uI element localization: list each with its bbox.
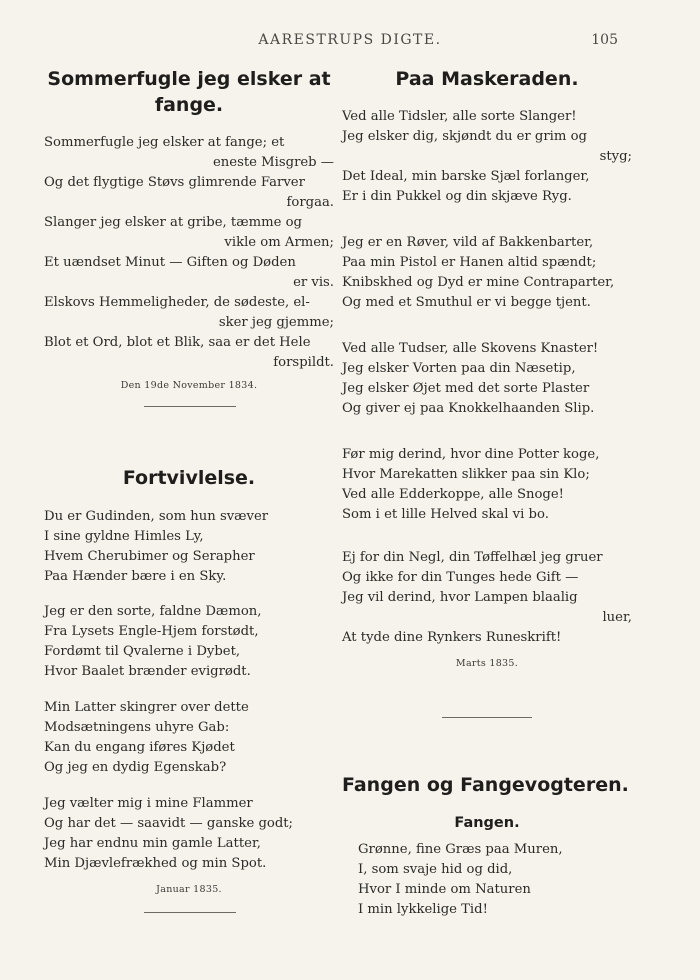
verse-line: Hvor I minde om Naturen [358,882,531,897]
verse-line: Og har det — saavidt — ganske godt; [44,816,294,831]
verse-line: I, som svaje hid og did, [358,862,513,877]
divider [144,406,236,407]
verse-line: Jeg vil derind, hvor Lampen blaalig [342,590,578,605]
verse-line: Jeg elsker Vorten paa din Næsetip, [342,361,576,376]
verse-line: forgaa. [286,195,334,210]
verse-line: Modsætningens uhyre Gab: [44,720,230,735]
divider [144,912,236,913]
verse-line: At tyde dine Rynkers Runeskrift! [342,630,562,645]
verse-line: Ej for din Negl, din Tøffelhæl jeg gruer [342,550,603,565]
verse-line: Et uændset Minut — Giften og Døden [44,255,296,270]
verse-line: Det Ideal, min barske Sjæl forlanger, [342,169,590,184]
verse-line: Elskovs Hemmeligheder, de sødeste, el- [44,295,310,310]
verse-line: Knibskhed og Dyd er mine Contraparter, [342,275,615,290]
verse-line: Jeg er en Røver, vild af Bakkenbarter, [342,235,594,250]
running-title: AARESTRUPS DIGTE. [258,32,442,48]
verse-line: Og det flygtige Støvs glimrende Farver [44,175,305,190]
verse-line: Paa Hænder bære i en Sky. [44,569,227,584]
verse-line: sker jeg gjemme; [218,315,334,330]
verse-line: Jeg elsker Øjet med det sorte Plaster [342,381,590,396]
verse-line: Jeg er den sorte, faldne Dæmon, [44,604,262,619]
verse-line: Hvor Baalet brænder evigrødt. [44,664,251,679]
divider [442,717,532,718]
verse-line: Fra Lysets Engle-Hjem forstødt, [44,624,259,639]
verse-line: I min lykkelige Tid! [358,902,488,917]
verse-line: Min Djævlefrækhed og min Spot. [44,856,267,871]
verse-line: Hvem Cherubimer og Serapher [44,549,255,564]
poem-subtitle-fangen: Fangen. [454,815,520,831]
verse-line: Fordømt til Qvalerne i Dybet, [44,644,241,659]
poem-title-fortvivlelse: Fortvivlelse. [122,467,256,489]
verse-line: Ved alle Edderkoppe, alle Snoge! [342,487,564,502]
verse-line: Er i din Pukkel og din skjæve Ryg. [342,189,572,204]
poem-date: Den 19de November 1834. [120,380,258,391]
verse-line: I sine gyldne Himles Ly, [44,529,204,544]
verse-line: Sommerfugle jeg elsker at fange; et [44,135,285,150]
verse-line: Grønne, fine Græs paa Muren, [358,842,563,857]
verse-line: Kan du engang iføres Kjødet [44,740,235,755]
verse-line: Jeg har endnu min gamle Latter, [44,836,261,851]
poem-date: Marts 1835. [455,658,519,669]
verse-line: Jeg vælter mig i mine Flammer [44,796,253,811]
verse-line: styg; [599,149,632,164]
verse-line: Du er Gudinden, som hun svæver [44,509,269,524]
verse-line: vikle om Armen; [224,235,334,250]
verse-line: Slanger jeg elsker at gribe, tæmme og [44,215,302,230]
verse-line: Jeg elsker dig, skjøndt du er grim og [342,129,587,144]
verse-line: eneste Misgreb — [212,155,334,170]
verse-line: Som i et lille Helved skal vi bo. [342,507,549,522]
verse-line: Paa min Pistol er Hanen altid spændt; [342,255,597,270]
page-number: 105 [591,32,618,48]
verse-line: forspildt. [273,355,334,370]
poem-title-maskeraden: Paa Maskeraden. [395,68,579,90]
verse-line: Og med et Smuthul er vi begge tjent. [342,295,591,310]
verse-line: Og jeg en dydig Egenskab? [44,760,227,775]
poem-title-fangen-og-fangevogteren: Fangen og Fangevogteren. [342,774,629,796]
poem-title-sommerfugle: Sommerfugle jeg elsker at [47,68,331,90]
verse-line: Og ikke for din Tunges hede Gift — [342,570,579,585]
verse-line: Hvor Marekatten slikker paa sin Klo; [342,467,590,482]
verse-line: Min Latter skingrer over dette [44,700,249,715]
verse-line: Blot et Ord, blot et Blik, saa er det Hele [44,335,311,350]
verse-line: luer, [602,610,632,625]
poem-date: Januar 1835. [156,884,222,895]
verse-line: Ved alle Tudser, alle Skovens Knaster! [342,341,599,356]
verse-line: Før mig derind, hvor dine Potter koge, [342,447,600,462]
verse-line: Og giver ej paa Knokkelhaanden Slip. [342,401,595,416]
verse-line: Ved alle Tidsler, alle sorte Slanger! [342,109,577,124]
poem-title-sommerfugle-cont: fange. [154,94,224,116]
verse-line: er vis. [293,275,334,290]
running-header [0,32,700,52]
